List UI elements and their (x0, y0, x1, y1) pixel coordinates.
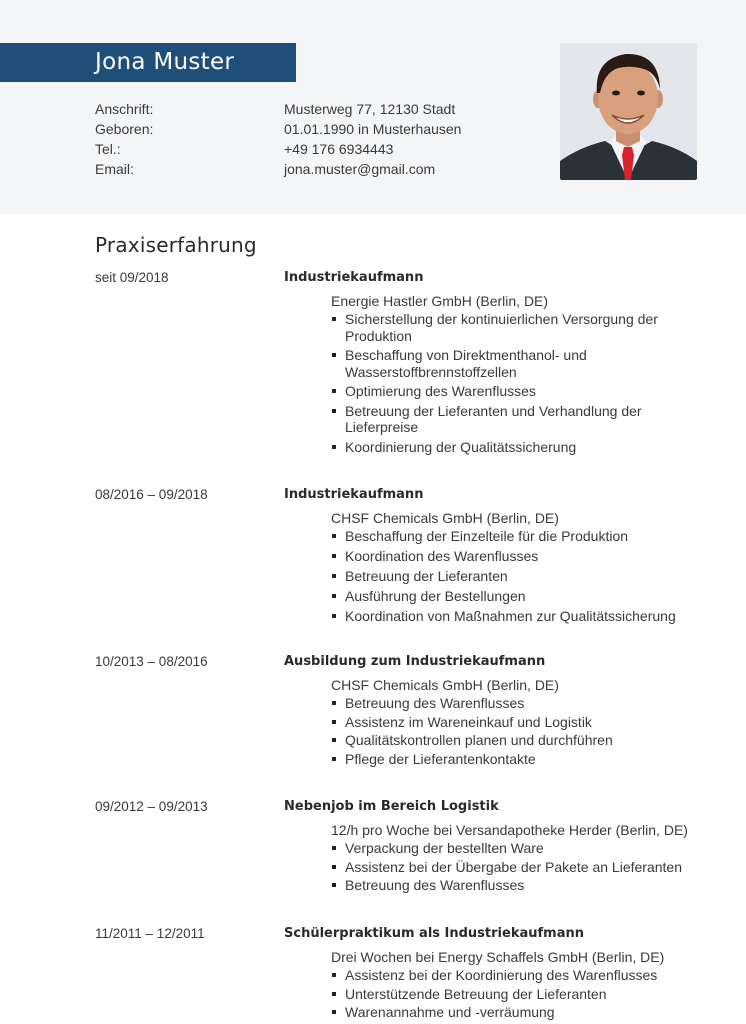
list-item: Koordination von Maßnahmen zur Qualitätssicherung (331, 608, 711, 625)
entry-title: Industriekaufmann (284, 487, 424, 502)
list-item: Sicherstellung der kontinuierlichen Versorgung der Produktion (331, 311, 701, 344)
list-item: Betreuung des Warenflusses (331, 877, 721, 894)
contact-label: Anschrift: (95, 101, 154, 117)
list-item: Betreuung des Warenflusses (331, 695, 701, 712)
list-item: Pflege der Lieferantenkontakte (331, 751, 701, 768)
contact-value: jona.muster@gmail.com (284, 161, 436, 177)
contact-row-email (0, 159, 560, 179)
list-item: Ausführung der Bestellungen (331, 588, 711, 605)
contact-row-phone (0, 139, 560, 159)
contact-label: Geboren: (95, 121, 154, 137)
list-item: Verpackung der bestellten Ware (331, 840, 721, 857)
entry-bullet-list (331, 967, 721, 1021)
entry-title: Nebenjob im Bereich Logistik (284, 799, 499, 814)
entry-bullet-list (331, 695, 701, 767)
contact-row-address (0, 99, 560, 119)
entry-company: 12/h pro Woche bei Versandapotheke Herder (Berlin, DE) (331, 822, 688, 838)
list-item: Optimierung des Warenflusses (331, 383, 701, 400)
contact-value: +49 176 6934443 (284, 141, 394, 157)
list-item: Beschaffung von Direktmenthanol- und Wasserstoffbrennstoffzellen (331, 347, 701, 380)
entry-company: CHSF Chemicals GmbH (Berlin, DE) (331, 510, 559, 526)
list-item: Betreuung der Lieferanten (331, 568, 711, 585)
contact-value: Musterweg 77, 12130 Stadt (284, 101, 456, 117)
name-banner (0, 43, 296, 82)
entry-title: Ausbildung zum Industriekaufmann (284, 654, 546, 669)
profile-photo (560, 43, 697, 180)
entry-date: 08/2016 – 09/2018 (95, 487, 208, 502)
list-item: Betreuung der Lieferanten und Verhandlung der Lieferpreise (331, 403, 701, 436)
entry-bullet-list (331, 528, 711, 625)
contact-row-birth (0, 119, 560, 139)
list-item: Assistenz bei der Übergabe der Pakete an Lieferanten (331, 859, 721, 876)
entry-bullet-list (331, 311, 701, 455)
contact-label: Email: (95, 161, 134, 177)
entry-title: Industriekaufmann (284, 270, 424, 285)
contact-value: 01.01.1990 in Musterhausen (284, 121, 462, 137)
contact-label: Tel.: (95, 141, 121, 157)
entry-bullet-list (331, 840, 721, 894)
list-item: Assistenz bei der Koordinierung des Warenflusses (331, 967, 721, 984)
entry-date: 11/2011 – 12/2011 (95, 926, 205, 941)
entry-title: Schülerpraktikum als Industriekaufmann (284, 926, 584, 941)
entry-company: CHSF Chemicals GmbH (Berlin, DE) (331, 677, 559, 693)
person-name: Jona Muster (95, 49, 235, 75)
list-item: Assistenz im Wareneinkauf und Logistik (331, 714, 701, 731)
portrait-illustration (560, 43, 697, 180)
list-item: Qualitätskontrollen planen und durchführen (331, 732, 701, 749)
header-section (0, 0, 746, 214)
entry-company: Energie Hastler GmbH (Berlin, DE) (331, 293, 549, 309)
list-item: Warenannahme und -verräumung (331, 1004, 721, 1021)
list-item: Beschaffung der Einzelteile für die Produktion (331, 528, 711, 545)
entry-date: 10/2013 – 08/2016 (95, 654, 208, 669)
list-item: Koordinierung der Qualitätssicherung (331, 439, 701, 456)
section-title-experience: Praxiserfahrung (95, 233, 257, 257)
list-item: Koordination des Warenflusses (331, 548, 711, 565)
list-item: Unterstützende Betreuung der Lieferanten (331, 986, 721, 1003)
entry-company: Drei Wochen bei Energy Schaffels GmbH (Berlin, DE) (331, 949, 665, 965)
entry-date: seit 09/2018 (95, 270, 169, 285)
entry-date: 09/2012 – 09/2013 (95, 799, 208, 814)
